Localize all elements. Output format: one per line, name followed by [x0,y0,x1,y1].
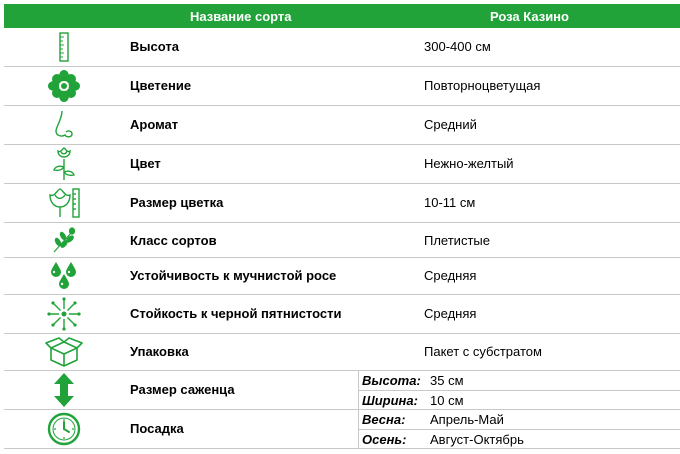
seedling-height [358,371,680,390]
table-row [4,295,680,334]
row-value: Повторноцветущая [424,78,541,93]
row-value: Пакет с субстратом [424,344,542,359]
planting-autumn-value: Август-Октябрь [430,432,524,447]
header-variety-value: Роза Казино [490,9,569,24]
table-row [4,223,680,258]
row-value: Средний [424,117,477,132]
row-label: Цветение [130,78,192,93]
seedling-width [358,390,680,410]
table-row [4,184,680,223]
table-row [4,334,680,371]
row-label: Цвет [130,156,161,171]
seedling-width-label: Ширина: [362,393,418,408]
row-label: Посадка [130,421,184,436]
planting-autumn [358,429,680,449]
divider [358,410,359,448]
planting-autumn-label: Осень: [362,432,407,447]
planting-spring [358,410,680,429]
drops-icon [42,260,86,292]
row-value: 300-400 см [424,39,491,54]
nose-icon [42,109,86,141]
planting-spring-label: Весна: [362,412,406,427]
table-row [4,67,680,106]
row-label: Стойкость к черной пятнистости [130,306,342,321]
seedling-height-value: 35 см [430,373,464,388]
table-row [4,258,680,295]
spots-icon [42,297,86,331]
table-row-seedling [4,371,680,410]
row-value: Нежно-желтый [424,156,514,171]
row-label: Аромат [130,117,179,132]
table-row [4,145,680,184]
row-label: Размер саженца [130,382,235,397]
row-value: Средняя [424,306,477,321]
row-label: Упаковка [130,344,189,359]
arrow-updown-icon [42,373,86,407]
seedling-width-value: 10 см [430,393,464,408]
header-variety-name: Название сорта [190,9,292,24]
divider [358,371,359,409]
box-icon [42,336,86,368]
row-value: 10-11 см [424,195,476,210]
row-value: Плетистые [424,233,490,248]
row-label: Класс сортов [130,233,217,248]
rose-ruler-icon [42,187,86,219]
table-row [4,106,680,145]
row-label: Устойчивость к мучнистой росе [130,268,337,283]
flower-icon [42,70,86,102]
row-label: Размер цветка [130,195,224,210]
clock-icon [42,412,86,446]
row-value: Средняя [424,268,477,283]
table-row-planting [4,410,680,449]
table-header [4,4,680,28]
branch-icon [42,226,86,254]
rose-icon [42,147,86,181]
planting-spring-value: Апрель-Май [430,412,504,427]
ruler-icon [42,32,86,62]
row-label: Высота [130,39,179,54]
table-row [4,28,680,67]
seedling-height-label: Высота: [362,373,421,388]
